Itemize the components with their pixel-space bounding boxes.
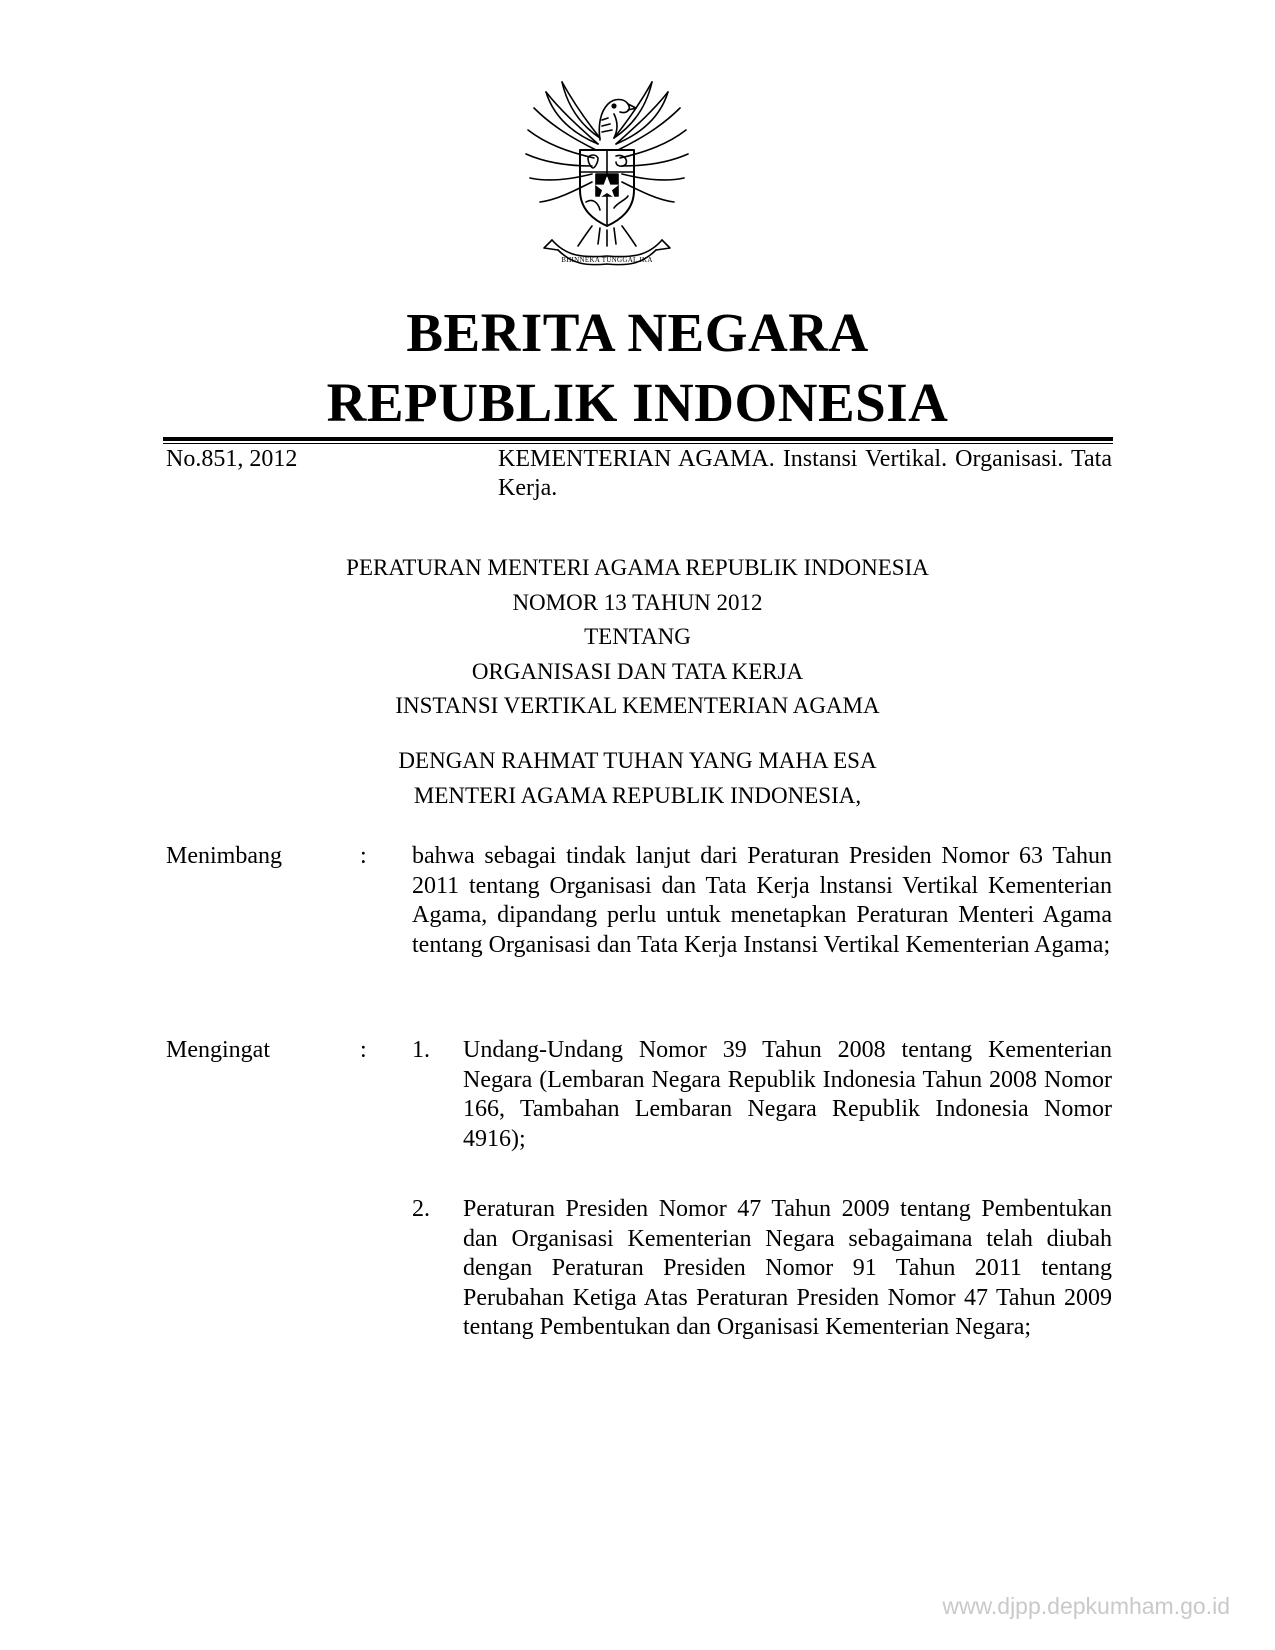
opening-formula: [160, 744, 1115, 813]
list-item-text: Undang-Undang Nomor 39 Tahun 2008 tentang Kementerian Negara (Lembaran Negara Republik Indonesia Tahun 2008 Nomor 166, Tambahan Lembaran Negara Republik Indonesia Nomor 4916);: [463, 1037, 1112, 1152]
masthead-divider: [163, 437, 1113, 441]
regulation-title-line: ORGANISASI DAN TATA KERJA: [471, 658, 804, 684]
masthead-divider-thin: [163, 443, 1113, 444]
issue-number: No.851, 2012: [166, 446, 298, 472]
regulation-title-line: NOMOR 13 TAHUN 2012: [512, 589, 763, 615]
opening-line: MENTERI AGAMA REPUBLIK INDONESIA,: [413, 782, 862, 808]
list-item-number: 2.: [412, 1196, 430, 1222]
pancasila-shield: [580, 150, 634, 226]
regulation-title-line: INSTANSI VERTIKAL KEMENTERIAN AGAMA: [395, 693, 880, 718]
menimbang-text: bahwa sebagai tindak lanjut dari Peraturan Presiden Nomor 63 Tahun 2011 tentang Organisasi dan Tata Kerja lnstansi Vertikal Kementerian Agama, dipandang perlu untuk menetapkan Peraturan Menteri Agama tentang Organisasi dan Tata Kerja Instansi Vertikal Kementerian Agama;: [412, 843, 1112, 958]
svg-text:BHINNEKA TUNGGAL IKA: BHINNEKA TUNGGAL IKA: [561, 256, 653, 264]
opening-line: DENGAN RAHMAT TUHAN YANG MAHA ESA: [398, 748, 877, 773]
regulation-title: [160, 551, 1115, 724]
list-item-number: 1.: [412, 1037, 430, 1063]
list-item-text: Peraturan Presiden Nomor 47 Tahun 2009 tentang Pembentukan dan Organisasi Kementerian Negara sebagaimana telah diubah dengan Peraturan Presiden Nomor 91 Tahun 2011 tentang Perubahan Ketiga Atas Peraturan Presiden Nomor 47 Tahun 2009 tentang Pembentukan dan Organisasi Kementerian Negara;: [463, 1196, 1112, 1340]
source-watermark: www.djpp.depkumham.go.id: [942, 1593, 1230, 1619]
issue-subject: KEMENTERIAN AGAMA. Instansi Vertikal. Organisasi. Tata Kerja.: [498, 446, 1112, 501]
garuda-pancasila-emblem: [522, 78, 692, 274]
left-wing: [526, 82, 600, 202]
masthead-title: BERITA NEGARA: [406, 302, 869, 363]
masthead-subtitle: REPUBLIK INDONESIA: [326, 372, 949, 433]
menimbang-label: Menimbang: [166, 843, 282, 869]
garuda-tail: [578, 226, 636, 246]
regulation-title-line: TENTANG: [584, 624, 691, 649]
menimbang-colon: :: [360, 843, 367, 869]
mengingat-colon: :: [360, 1037, 367, 1063]
mengingat-label: Mengingat: [166, 1037, 270, 1063]
right-wing: [614, 82, 688, 202]
regulation-title-line: PERATURAN MENTERI AGAMA REPUBLIK INDONESIA: [346, 555, 929, 580]
